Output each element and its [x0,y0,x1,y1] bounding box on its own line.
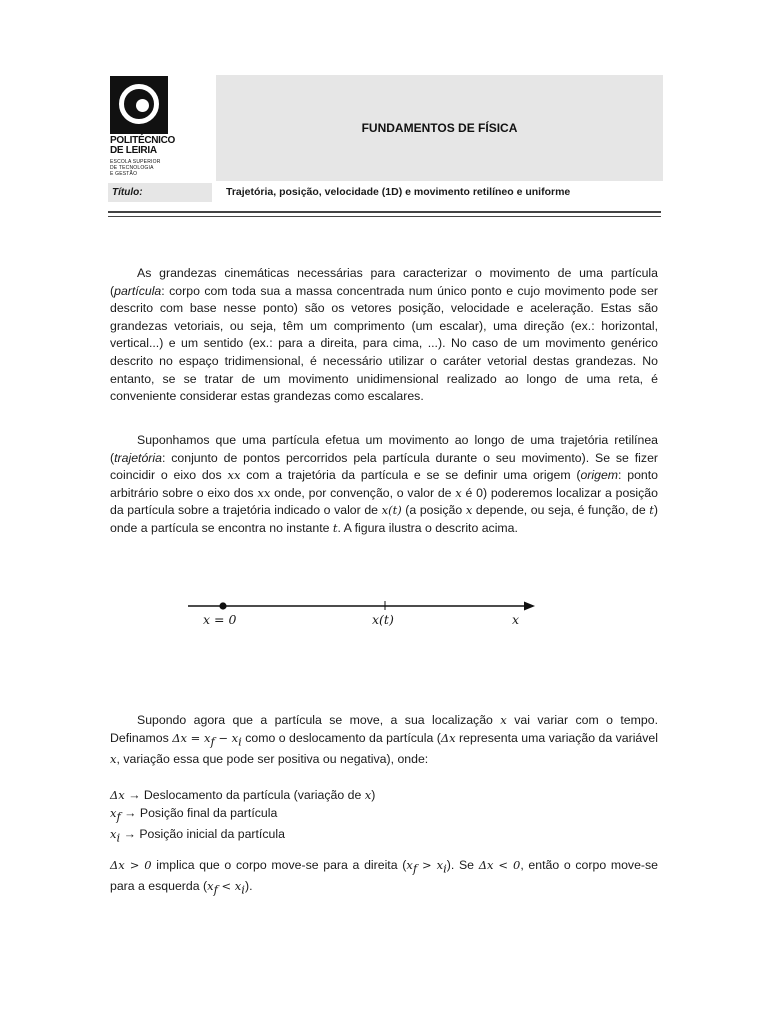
definition-final-position: $x_f$ → Posição final da partícula [110,805,278,824]
logo-subtitle: ESCOLA SUPERIOR DE TECNOLOGIA E GESTÃO [110,159,161,177]
paragraph-2: Suponhamos que uma partícula efetua um movimento ao longo de uma trajetória retilínea (trajetória: conjunto de pontos percorridos pela partícula durante o seu movimento). Se se fizer coincidir o eixo dos xx com a trajetória da partícula e se se definir uma origem (origem: ponto arbitrário sobre o eixo dos xx onde, por convenção, o valor de x é 0) poderemos localizar a posição da partícula sobre a trajetória indicado o valor de x(t) (a posição x depende, ou seja, é função, de t) onde a partícula se encontra no instante t. A figura ilustra o descrito acima. [110,433,658,535]
origin-label: x = 0 [203,612,237,627]
politecnico-leiria-logo [108,75,215,182]
header-divider-thin [108,216,661,217]
origin-point [219,602,226,609]
title-label: Título: [108,183,212,202]
document-topic: Trajetória, posição, velocidade (1D) e movimento retilíneo e uniforme [226,186,571,198]
axis-arrow-icon [524,602,535,611]
course-title-box [216,75,663,181]
header-divider [108,211,661,213]
paragraph-4: Δx > 0 implica que o corpo move-se para a direita $(x_f > x_i)$. Se Δx < 0, então o corpo move-se para a esquerda $(x_f < x_i)$. [110,858,658,897]
position-label: x(t) [372,612,394,627]
paragraph-1: As grandezas cinemáticas necessárias para caracterizar o movimento de uma partícula (partícula: corpo com toda sua a massa concentrada num único ponto e cujo movimento pode ser descrito com base nesse ponto) são os vetores posição, velocidade e aceleração. Estas são grandezas vetoriais, ou seja, têm um comprimento (um escalar), uma direção (ex.: horizontal, vertical...) e um sentido (ex.: para a direita, para cima, ...). No caso de um movimento genérico descrito no espaço tridimensional, é necessário utilizar o caráter vetorial destas grandezas. No entanto, se se tratar de um movimento unidimensional realizado ao longo de uma reta, é conveniente considerar estas grandezas como escalares. [110,266,658,404]
paragraph-3: Supondo agora que a partícula se move, a sua localização x vai variar com o tempo. Definamos $\Delta x = x_f - x_i$ como o deslocamento da partícula (Δx representa uma variação da variável x, variação essa que pode ser positiva ou negativa), onde: [110,713,658,766]
axis-label: x [512,612,520,627]
logo-name: POLITÉCNICO DE LEIRIA [110,135,176,156]
logo-mark-icon [110,76,168,134]
document-header [108,75,663,203]
course-title: FUNDAMENTOS DE FÍSICA [361,121,518,135]
definitions-list [110,787,375,847]
definition-displacement: Δx → Deslocamento da partícula (variação de x) [110,788,376,802]
definition-initial-position: $x_i$ → Posição inicial da partícula [110,826,285,845]
